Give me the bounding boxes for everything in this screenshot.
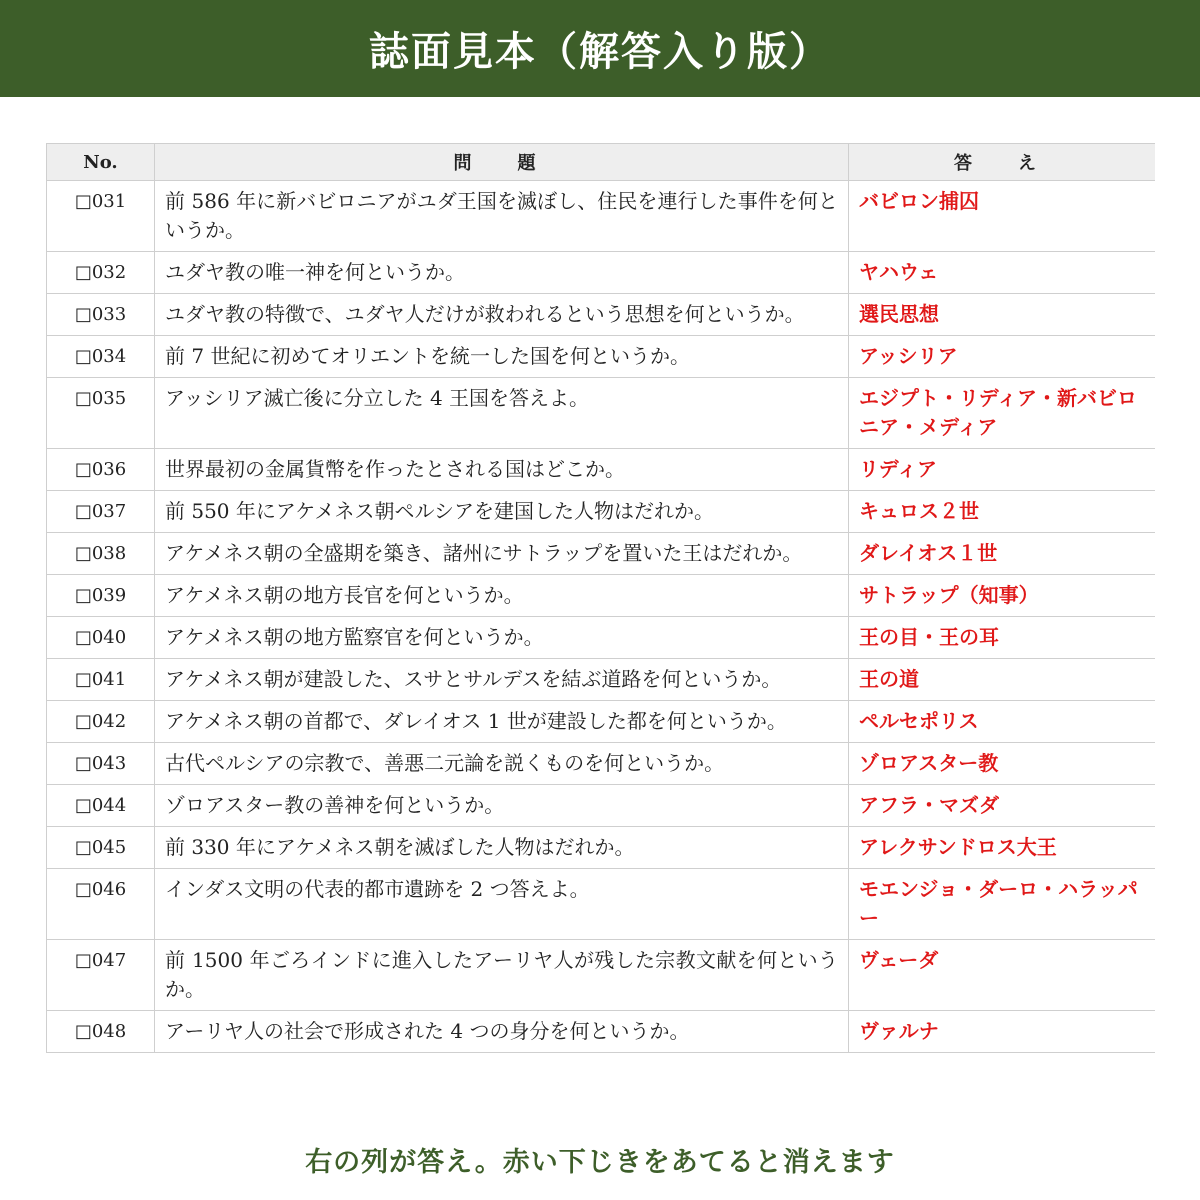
- table-row: [47, 575, 1156, 617]
- column-header-no: No.: [47, 144, 155, 181]
- question-text: ゾロアスター教の善神を何というか。: [155, 785, 849, 827]
- row-number: □031: [47, 181, 155, 252]
- answer-text: 選民思想: [849, 294, 1156, 336]
- answer-text: リディア: [849, 449, 1156, 491]
- row-number: □032: [47, 252, 155, 294]
- row-number: □034: [47, 336, 155, 378]
- table-row: [47, 701, 1156, 743]
- question-text: アッシリア滅亡後に分立した 4 王国を答えよ。: [155, 378, 849, 449]
- question-text: 古代ペルシアの宗教で、善悪二元論を説くものを何というか。: [155, 743, 849, 785]
- page-title: 誌面見本（解答入り版）: [369, 29, 831, 75]
- answer-text: 王の目・王の耳: [849, 617, 1156, 659]
- row-number: □042: [47, 701, 155, 743]
- row-number: □041: [47, 659, 155, 701]
- qa-table: [46, 143, 1155, 1053]
- question-text: 前 550 年にアケメネス朝ペルシアを建国した人物はだれか。: [155, 491, 849, 533]
- answer-hint-caption: 右の列が答え。赤い下じきをあてると消えます: [305, 1147, 895, 1178]
- table-row: [47, 533, 1156, 575]
- answer-text: ゾロアスター教: [849, 743, 1156, 785]
- column-header-answer: 答 え: [849, 144, 1156, 181]
- row-number: □035: [47, 378, 155, 449]
- table-row: [47, 785, 1156, 827]
- answer-text: アレクサンドロス大王: [849, 827, 1156, 869]
- table-row: [47, 378, 1156, 449]
- answer-text: アフラ・マズダ: [849, 785, 1156, 827]
- table-row: [47, 491, 1156, 533]
- question-text: 前 330 年にアケメネス朝を滅ぼした人物はだれか。: [155, 827, 849, 869]
- question-text: アケメネス朝の地方長官を何というか。: [155, 575, 849, 617]
- answer-text: エジプト・リディア・新バビロニア・メディア: [849, 378, 1156, 449]
- row-number: □037: [47, 491, 155, 533]
- answer-text: ヤハウェ: [849, 252, 1156, 294]
- answer-text: バビロン捕囚: [849, 181, 1156, 252]
- row-number: □038: [47, 533, 155, 575]
- answer-text: モエンジョ・ダーロ・ハラッパー: [849, 869, 1156, 940]
- row-number: □040: [47, 617, 155, 659]
- answer-text: ダレイオス１世: [849, 533, 1156, 575]
- row-number: □043: [47, 743, 155, 785]
- qa-table-container: [46, 143, 1155, 1123]
- table-row: [47, 252, 1156, 294]
- row-number: □047: [47, 940, 155, 1011]
- row-number: □045: [47, 827, 155, 869]
- row-number: □039: [47, 575, 155, 617]
- table-row: [47, 659, 1156, 701]
- table-row: [47, 294, 1156, 336]
- column-header-question: 問 題: [155, 144, 849, 181]
- question-text: 前 586 年に新バビロニアがユダ王国を滅ぼし、住民を連行した事件を何というか。: [155, 181, 849, 252]
- question-text: ユダヤ教の特徴で、ユダヤ人だけが救われるという思想を何というか。: [155, 294, 849, 336]
- title-banner: [0, 0, 1200, 97]
- question-text: アケメネス朝が建設した、スサとサルデスを結ぶ道路を何というか。: [155, 659, 849, 701]
- answer-text: ヴェーダ: [849, 940, 1156, 1011]
- question-text: 前 7 世紀に初めてオリエントを統一した国を何というか。: [155, 336, 849, 378]
- answer-text: サトラップ（知事）: [849, 575, 1156, 617]
- question-text: インダス文明の代表的都市遺跡を 2 つ答えよ。: [155, 869, 849, 940]
- answer-text: アッシリア: [849, 336, 1156, 378]
- row-number: □048: [47, 1011, 155, 1053]
- table-row: [47, 827, 1156, 869]
- answer-text: ヴァルナ: [849, 1011, 1156, 1053]
- table-row: [47, 940, 1156, 1011]
- row-number: □044: [47, 785, 155, 827]
- table-row: [47, 869, 1156, 940]
- table-row: [47, 336, 1156, 378]
- question-text: アーリヤ人の社会で形成された 4 つの身分を何というか。: [155, 1011, 849, 1053]
- question-text: アケメネス朝の全盛期を築き、諸州にサトラップを置いた王はだれか。: [155, 533, 849, 575]
- question-text: 世界最初の金属貨幣を作ったとされる国はどこか。: [155, 449, 849, 491]
- row-number: □046: [47, 869, 155, 940]
- row-number: □036: [47, 449, 155, 491]
- table-row: [47, 1011, 1156, 1053]
- table-row: [47, 617, 1156, 659]
- answer-text: キュロス２世: [849, 491, 1156, 533]
- table-row: [47, 449, 1156, 491]
- answer-text: 王の道: [849, 659, 1156, 701]
- table-header-row: [47, 144, 1156, 181]
- table-row: [47, 181, 1156, 252]
- answer-text: ペルセポリス: [849, 701, 1156, 743]
- row-number: □033: [47, 294, 155, 336]
- table-row: [47, 743, 1156, 785]
- question-text: アケメネス朝の地方監察官を何というか。: [155, 617, 849, 659]
- question-text: 前 1500 年ごろインドに進入したアーリヤ人が残した宗教文献を何というか。: [155, 940, 849, 1011]
- question-text: ユダヤ教の唯一神を何というか。: [155, 252, 849, 294]
- question-text: アケメネス朝の首都で、ダレイオス 1 世が建設した都を何というか。: [155, 701, 849, 743]
